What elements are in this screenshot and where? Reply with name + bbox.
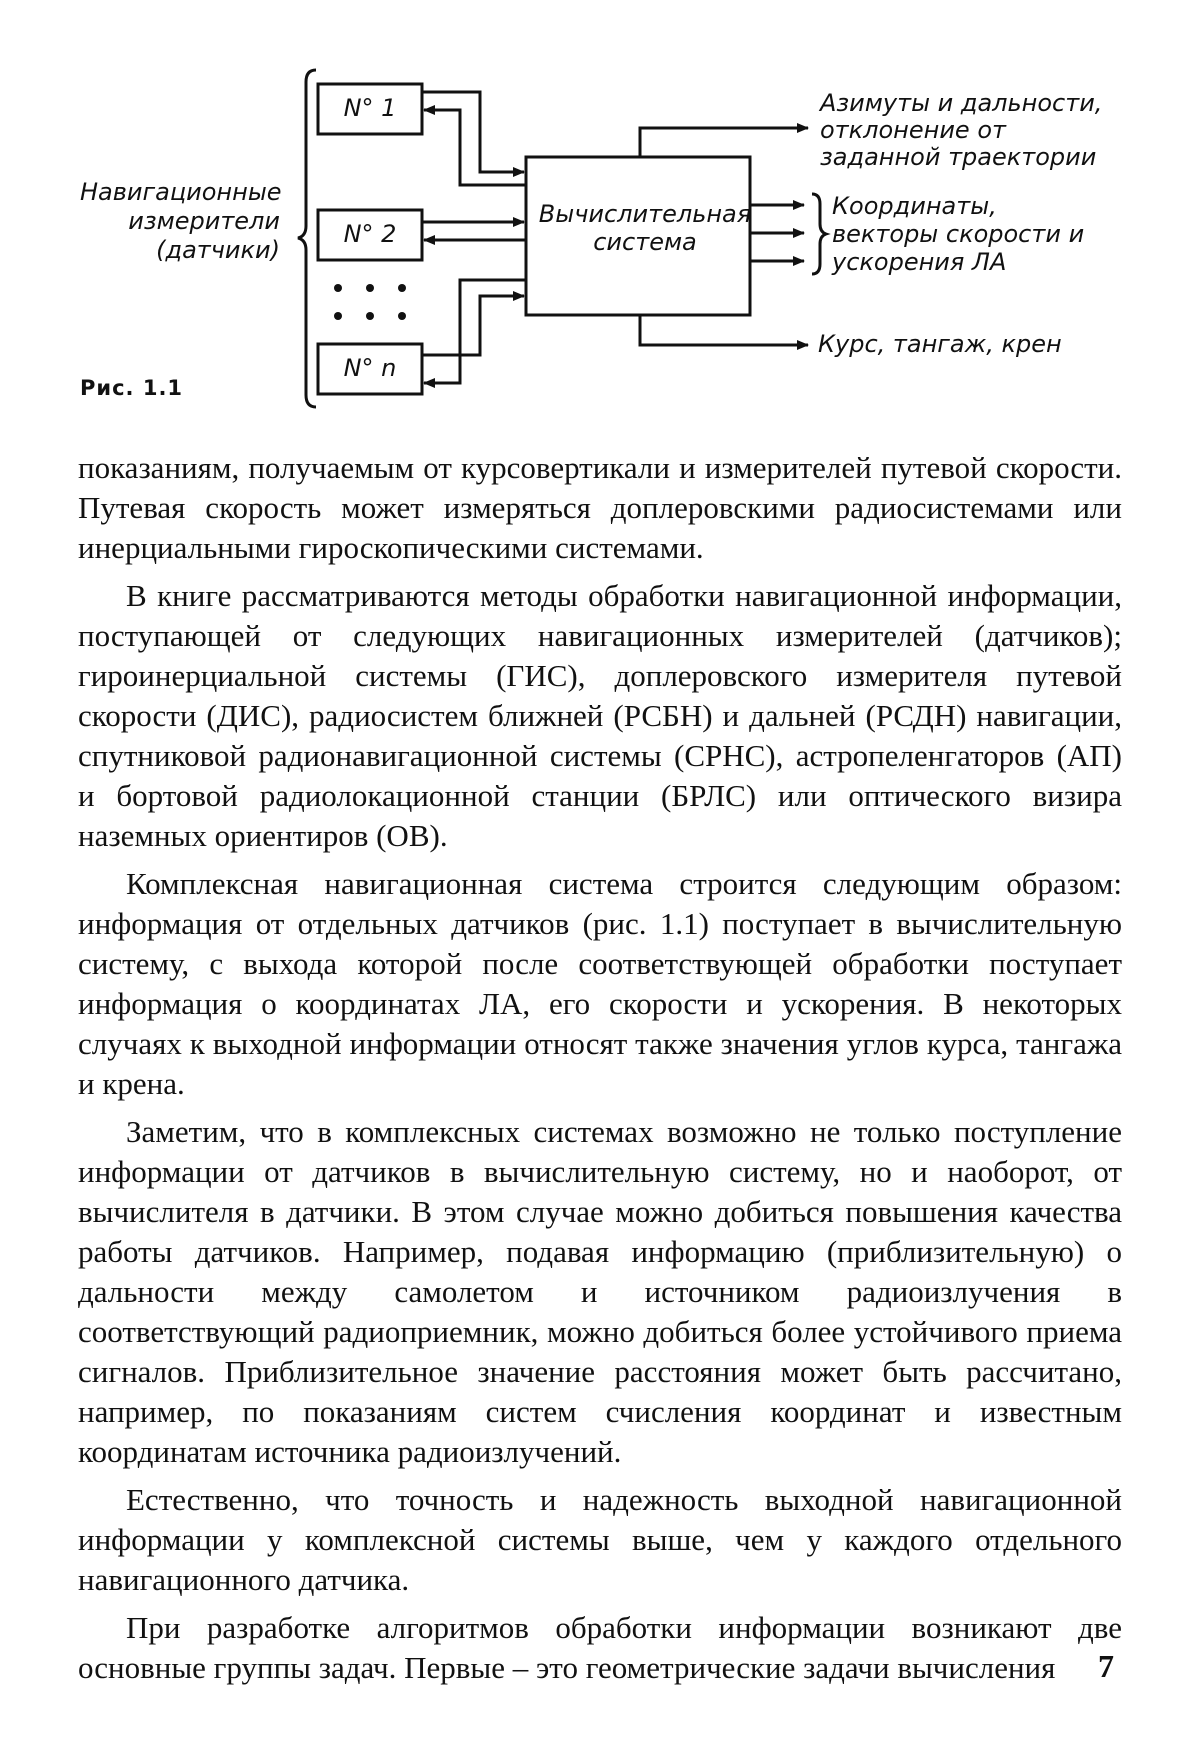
output-kinematics-label: Координаты, векторы скорости и ускорения ЛА <box>832 192 1102 276</box>
figure-1-1 <box>0 0 1200 420</box>
paragraph-2: В книге рассматриваются методы обработки навигационной информации, поступающей от следующих навигационных измерителей (датчиков); гироинерциальной системы (ГИС), доплеровского измерителя путевой скорости (ДИС), радиосистем ближней (РСБН) и дальней (РСДН) навигации, спутниковой радионавигационной системы (СРНС), астропеленгаторов (АП) и бортовой радиолокационной станции (БРЛС) или оптического визира наземных ориентиров (ОВ). <box>78 576 1122 856</box>
main-text <box>78 448 1122 1696</box>
output-nav-info-line <box>640 128 808 157</box>
output-attitude-line <box>640 315 808 345</box>
sensor-n-label: N° n <box>320 354 420 383</box>
output-brace <box>812 194 826 274</box>
paragraph-6: При разработке алгоритмов обработки информации возникают две основные группы задач. Первые – это геометрические задачи вычисления <box>78 1608 1122 1688</box>
input-brace <box>298 70 316 407</box>
sensor-1-feedback-line <box>424 110 526 185</box>
paragraph-5: Естественно, что точность и надежность выходной навигационной информации у комплексной системы выше, чем у каждого отдельного навигационного датчика. <box>78 1480 1122 1600</box>
sensor-2-label: N° 2 <box>320 220 420 249</box>
paragraph-4: Заметим, что в комплексных системах возможно не только поступление информации от датчиков в вычислительную систему, но и наоборот, от вычислителя в датчики. В этом случае можно добиться повышения качества работы датчиков. Например, подавая информацию (приблизительную) о дальности между самолетом и источником радиоизлучения в соответствующий радиоприемник, можно добиться более устойчивого приема сигналов. Приблизительное значение расстояния может быть рассчитано, например, по показаниям систем счисления координат и известным координатам источника радиоизлучений. <box>78 1112 1122 1472</box>
figure-caption: Рис. 1.1 <box>80 376 183 400</box>
sensor-1-out-line <box>422 92 524 172</box>
output-attitude-label: Курс, тангаж, крен <box>818 330 1062 359</box>
paragraph-1: показаниям, получаемым от курсовертикали и измерителей путевой скорости. Путевая скорость может измеряться доплеровскими радиосистемами или инерциальными гироскопическими системами. <box>78 448 1122 568</box>
input-group-label: Навигационные измерители (датчики) <box>80 178 280 265</box>
computer-label: Вычислительная система <box>530 200 760 256</box>
output-nav-info-label: Азимуты и дальности, отклонение от заданной траектории <box>820 90 1110 171</box>
sensor-1-label: N° 1 <box>320 94 420 123</box>
page-number: 7 <box>1098 1648 1114 1685</box>
paragraph-3: Комплексная навигационная система строится следующим образом: информация от отдельных датчиков (рис. 1.1) поступает в вычислительную систему, с выхода которой после соответствующей обработки поступает информация о координатах ЛА, его скорости и ускорения. В некоторых случаях к выходной информации относят также значения углов курса, тангажа и крена. <box>78 864 1122 1104</box>
sensor-n-out-line <box>422 296 524 355</box>
more-sensors-dots <box>334 284 406 320</box>
